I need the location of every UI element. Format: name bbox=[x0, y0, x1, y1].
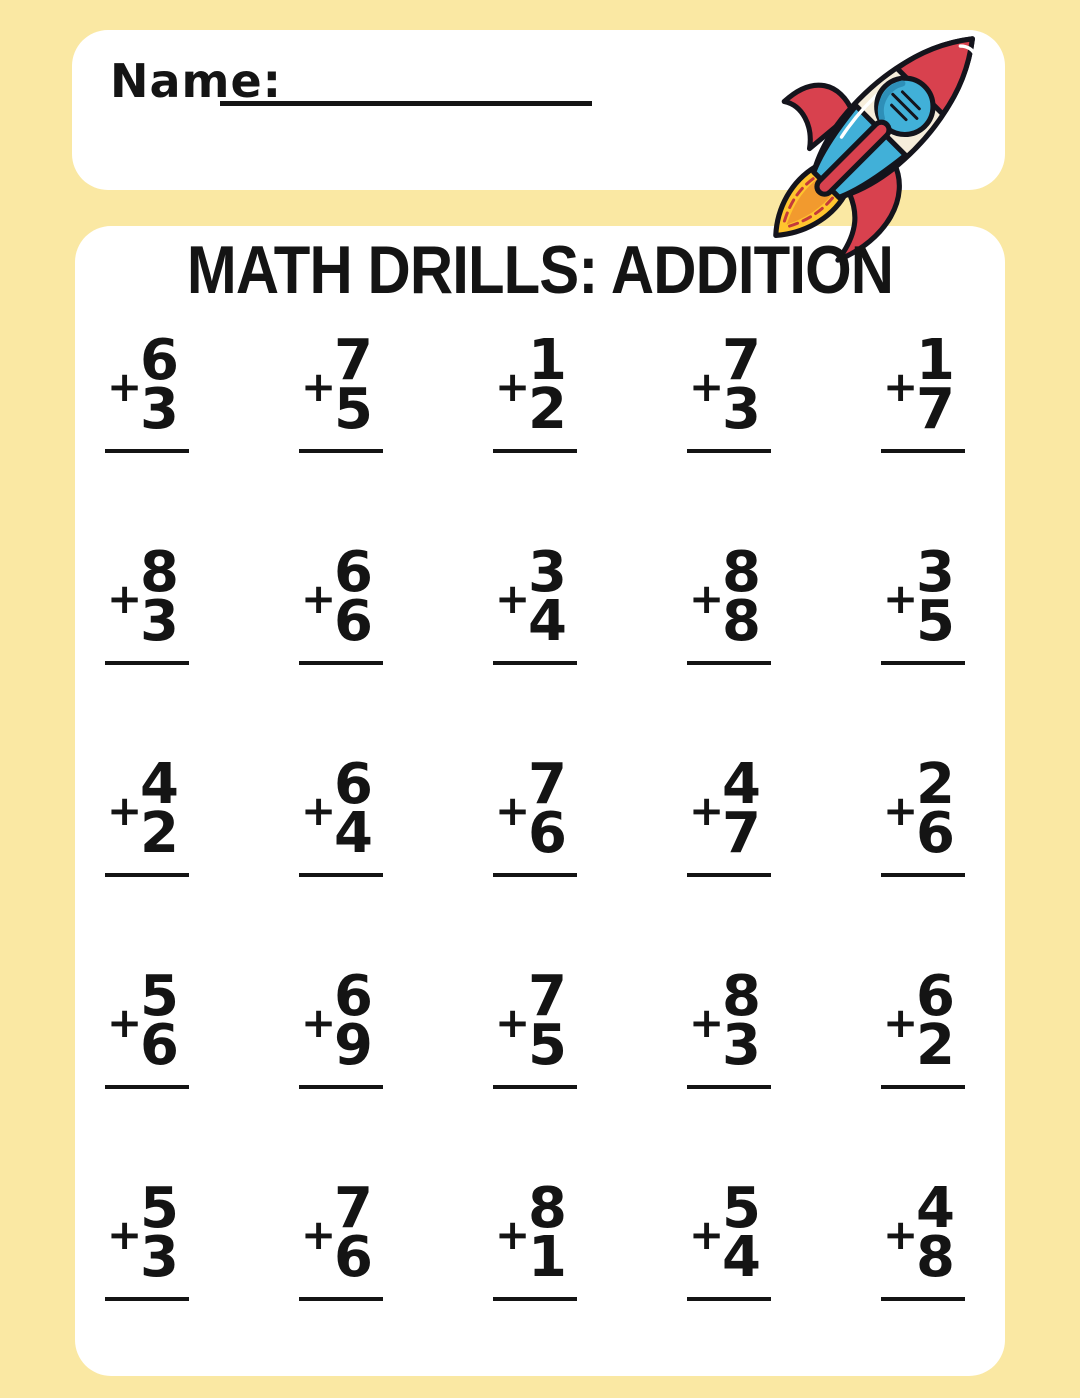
addition-problem bbox=[105, 1176, 189, 1301]
addition-problem bbox=[687, 752, 771, 877]
answer-line[interactable] bbox=[687, 1297, 771, 1301]
addition-problem bbox=[881, 328, 965, 453]
addend-top: 7 bbox=[334, 1176, 373, 1241]
plus-operator: + bbox=[883, 998, 919, 1047]
worksheet-card bbox=[75, 226, 1005, 1376]
addend-top: 8 bbox=[528, 1176, 567, 1241]
answer-line[interactable] bbox=[299, 873, 383, 877]
answer-line[interactable] bbox=[493, 1085, 577, 1089]
plus-operator: + bbox=[883, 574, 919, 623]
answer-line[interactable] bbox=[105, 661, 189, 665]
answer-line[interactable] bbox=[881, 661, 965, 665]
addend-bottom: 4 bbox=[334, 801, 373, 866]
plus-operator: + bbox=[495, 786, 531, 835]
addend-bottom: 8 bbox=[916, 1225, 955, 1290]
plus-operator: + bbox=[107, 574, 143, 623]
answer-line[interactable] bbox=[299, 661, 383, 665]
answer-line[interactable] bbox=[493, 449, 577, 453]
plus-operator: + bbox=[107, 362, 143, 411]
addition-problem bbox=[493, 540, 577, 665]
answer-line[interactable] bbox=[299, 1297, 383, 1301]
answer-line[interactable] bbox=[687, 1085, 771, 1089]
addition-problem bbox=[105, 964, 189, 1089]
answer-line[interactable] bbox=[881, 449, 965, 453]
plus-operator: + bbox=[107, 786, 143, 835]
plus-operator: + bbox=[689, 786, 725, 835]
plus-operator: + bbox=[689, 1210, 725, 1259]
plus-operator: + bbox=[883, 786, 919, 835]
addend-top: 6 bbox=[140, 328, 179, 393]
answer-line[interactable] bbox=[687, 449, 771, 453]
answer-line[interactable] bbox=[105, 873, 189, 877]
answer-line[interactable] bbox=[493, 1297, 577, 1301]
addition-problem bbox=[687, 964, 771, 1089]
addend-bottom: 2 bbox=[916, 1013, 955, 1078]
plus-operator: + bbox=[495, 574, 531, 623]
addition-problem bbox=[105, 752, 189, 877]
addend-bottom: 3 bbox=[140, 377, 179, 442]
answer-line[interactable] bbox=[687, 661, 771, 665]
addend-top: 1 bbox=[528, 328, 567, 393]
addend-top: 4 bbox=[916, 1176, 955, 1241]
plus-operator: + bbox=[689, 574, 725, 623]
addend-bottom: 7 bbox=[916, 377, 955, 442]
addend-bottom: 2 bbox=[140, 801, 179, 866]
answer-line[interactable] bbox=[105, 1085, 189, 1089]
addition-problem bbox=[687, 540, 771, 665]
addition-problem bbox=[299, 328, 383, 453]
plus-operator: + bbox=[689, 362, 725, 411]
addition-problem bbox=[881, 540, 965, 665]
addend-top: 6 bbox=[334, 752, 373, 817]
addend-bottom: 6 bbox=[528, 801, 567, 866]
plus-operator: + bbox=[301, 574, 337, 623]
addend-bottom: 6 bbox=[140, 1013, 179, 1078]
addend-top: 5 bbox=[722, 1176, 761, 1241]
addition-problem bbox=[299, 964, 383, 1089]
addend-top: 3 bbox=[916, 540, 955, 605]
plus-operator: + bbox=[107, 1210, 143, 1259]
addend-bottom: 5 bbox=[528, 1013, 567, 1078]
addend-top: 8 bbox=[140, 540, 179, 605]
addend-bottom: 8 bbox=[722, 589, 761, 654]
addend-top: 6 bbox=[916, 964, 955, 1029]
addend-top: 4 bbox=[722, 752, 761, 817]
addend-top: 4 bbox=[140, 752, 179, 817]
addend-bottom: 5 bbox=[916, 589, 955, 654]
addend-bottom: 2 bbox=[528, 377, 567, 442]
addition-problem bbox=[687, 1176, 771, 1301]
addend-bottom: 3 bbox=[140, 589, 179, 654]
plus-operator: + bbox=[107, 998, 143, 1047]
plus-operator: + bbox=[883, 362, 919, 411]
addition-problem bbox=[493, 328, 577, 453]
addend-top: 7 bbox=[334, 328, 373, 393]
addend-bottom: 6 bbox=[334, 1225, 373, 1290]
addend-top: 7 bbox=[528, 752, 567, 817]
addition-problem bbox=[687, 328, 771, 453]
addend-bottom: 5 bbox=[334, 377, 373, 442]
addition-problem bbox=[105, 540, 189, 665]
addend-bottom: 9 bbox=[334, 1013, 373, 1078]
addend-top: 8 bbox=[722, 964, 761, 1029]
answer-line[interactable] bbox=[105, 1297, 189, 1301]
name-label: Name: bbox=[110, 54, 283, 108]
answer-line[interactable] bbox=[299, 449, 383, 453]
name-input-line[interactable] bbox=[220, 66, 592, 106]
answer-line[interactable] bbox=[299, 1085, 383, 1089]
problems-grid bbox=[105, 328, 965, 1301]
addition-problem bbox=[299, 1176, 383, 1301]
addition-problem bbox=[881, 752, 965, 877]
addition-problem bbox=[105, 328, 189, 453]
addend-top: 6 bbox=[334, 964, 373, 1029]
plus-operator: + bbox=[301, 786, 337, 835]
answer-line[interactable] bbox=[881, 1085, 965, 1089]
addend-top: 7 bbox=[722, 328, 761, 393]
plus-operator: + bbox=[495, 998, 531, 1047]
worksheet-title: MATH DRILLS: ADDITION bbox=[186, 232, 894, 308]
answer-line[interactable] bbox=[881, 1297, 965, 1301]
addend-bottom: 7 bbox=[722, 801, 761, 866]
answer-line[interactable] bbox=[105, 449, 189, 453]
addend-bottom: 4 bbox=[528, 589, 567, 654]
addend-top: 8 bbox=[722, 540, 761, 605]
addend-top: 5 bbox=[140, 964, 179, 1029]
plus-operator: + bbox=[689, 998, 725, 1047]
addend-bottom: 1 bbox=[528, 1225, 567, 1290]
plus-operator: + bbox=[495, 1210, 531, 1259]
addition-problem bbox=[299, 752, 383, 877]
addend-top: 5 bbox=[140, 1176, 179, 1241]
addition-problem bbox=[881, 964, 965, 1089]
addend-bottom: 4 bbox=[722, 1225, 761, 1290]
plus-operator: + bbox=[301, 362, 337, 411]
addition-problem bbox=[493, 1176, 577, 1301]
answer-line[interactable] bbox=[881, 873, 965, 877]
addition-problem bbox=[493, 752, 577, 877]
addition-problem bbox=[299, 540, 383, 665]
answer-line[interactable] bbox=[687, 873, 771, 877]
plus-operator: + bbox=[301, 1210, 337, 1259]
addend-bottom: 6 bbox=[334, 589, 373, 654]
addend-bottom: 6 bbox=[916, 801, 955, 866]
addend-top: 6 bbox=[334, 540, 373, 605]
plus-operator: + bbox=[883, 1210, 919, 1259]
plus-operator: + bbox=[495, 362, 531, 411]
addend-bottom: 3 bbox=[722, 1013, 761, 1078]
answer-line[interactable] bbox=[493, 873, 577, 877]
addend-top: 1 bbox=[916, 328, 955, 393]
addend-top: 2 bbox=[916, 752, 955, 817]
plus-operator: + bbox=[301, 998, 337, 1047]
answer-line[interactable] bbox=[493, 661, 577, 665]
addition-problem bbox=[881, 1176, 965, 1301]
addition-problem bbox=[493, 964, 577, 1089]
addend-top: 7 bbox=[528, 964, 567, 1029]
addend-bottom: 3 bbox=[140, 1225, 179, 1290]
addend-top: 3 bbox=[528, 540, 567, 605]
addend-bottom: 3 bbox=[722, 377, 761, 442]
